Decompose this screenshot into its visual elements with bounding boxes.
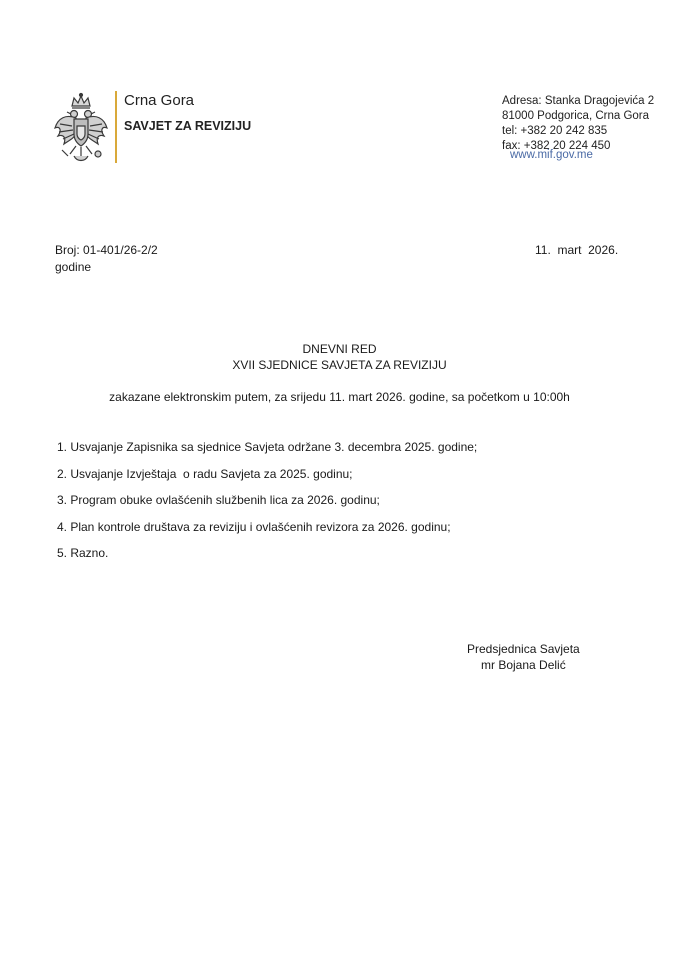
- reference-suffix: godine: [55, 260, 92, 274]
- address-line-street: Adresa: Stanka Dragojevića 2: [502, 95, 655, 107]
- montenegro-coat-of-arms-icon: [52, 92, 110, 164]
- session-title: XVII SJEDNICE SAVJETA ZA REVIZIJU: [232, 358, 447, 372]
- document-title: DNEVNI RED: [302, 342, 377, 356]
- address-telephone: tel: +382 20 242 835: [502, 125, 608, 137]
- session-details: zakazane elektronskim putem, za srijedu 11. mart 2026. godine, sa početkom u 10:00h: [109, 390, 570, 404]
- agenda-item: 5. Razno.: [57, 546, 109, 560]
- address-line-city: 81000 Podgorica, Crna Gora: [502, 110, 650, 122]
- agenda-item: 1. Usvajanje Zapisnika sa sjednice Savjeta održane 3. decembra 2025. godine;: [57, 440, 478, 454]
- reference-number: Broj: 01-401/26-2/2: [55, 243, 158, 257]
- signatory-title: Predsjednica Savjeta: [467, 642, 580, 656]
- header-accent-rule: [115, 91, 117, 163]
- contact-address-block: [502, 94, 654, 154]
- signatory-name: mr Bojana Delić: [481, 658, 566, 672]
- institution-name: SAVJET ZA REVIZIJU: [124, 119, 252, 133]
- website-link[interactable]: www.mif.gov.me: [510, 149, 593, 161]
- agenda-list: [57, 440, 477, 573]
- agenda-item: 4. Plan kontrole društava za reviziju i ovlašćenih revizora za 2026. godinu;: [57, 519, 451, 534]
- country-name: Crna Gora: [124, 92, 195, 109]
- document-date: 11. mart 2026.: [535, 243, 619, 257]
- agenda-item: 2. Usvajanje Izvještaja o radu Savjeta za 2025. godinu;: [57, 466, 353, 481]
- address-fax: fax: +382 20 224 450: [502, 140, 611, 152]
- agenda-item: 3. Program obuke ovlašćenih službenih lica za 2026. godinu;: [57, 493, 380, 507]
